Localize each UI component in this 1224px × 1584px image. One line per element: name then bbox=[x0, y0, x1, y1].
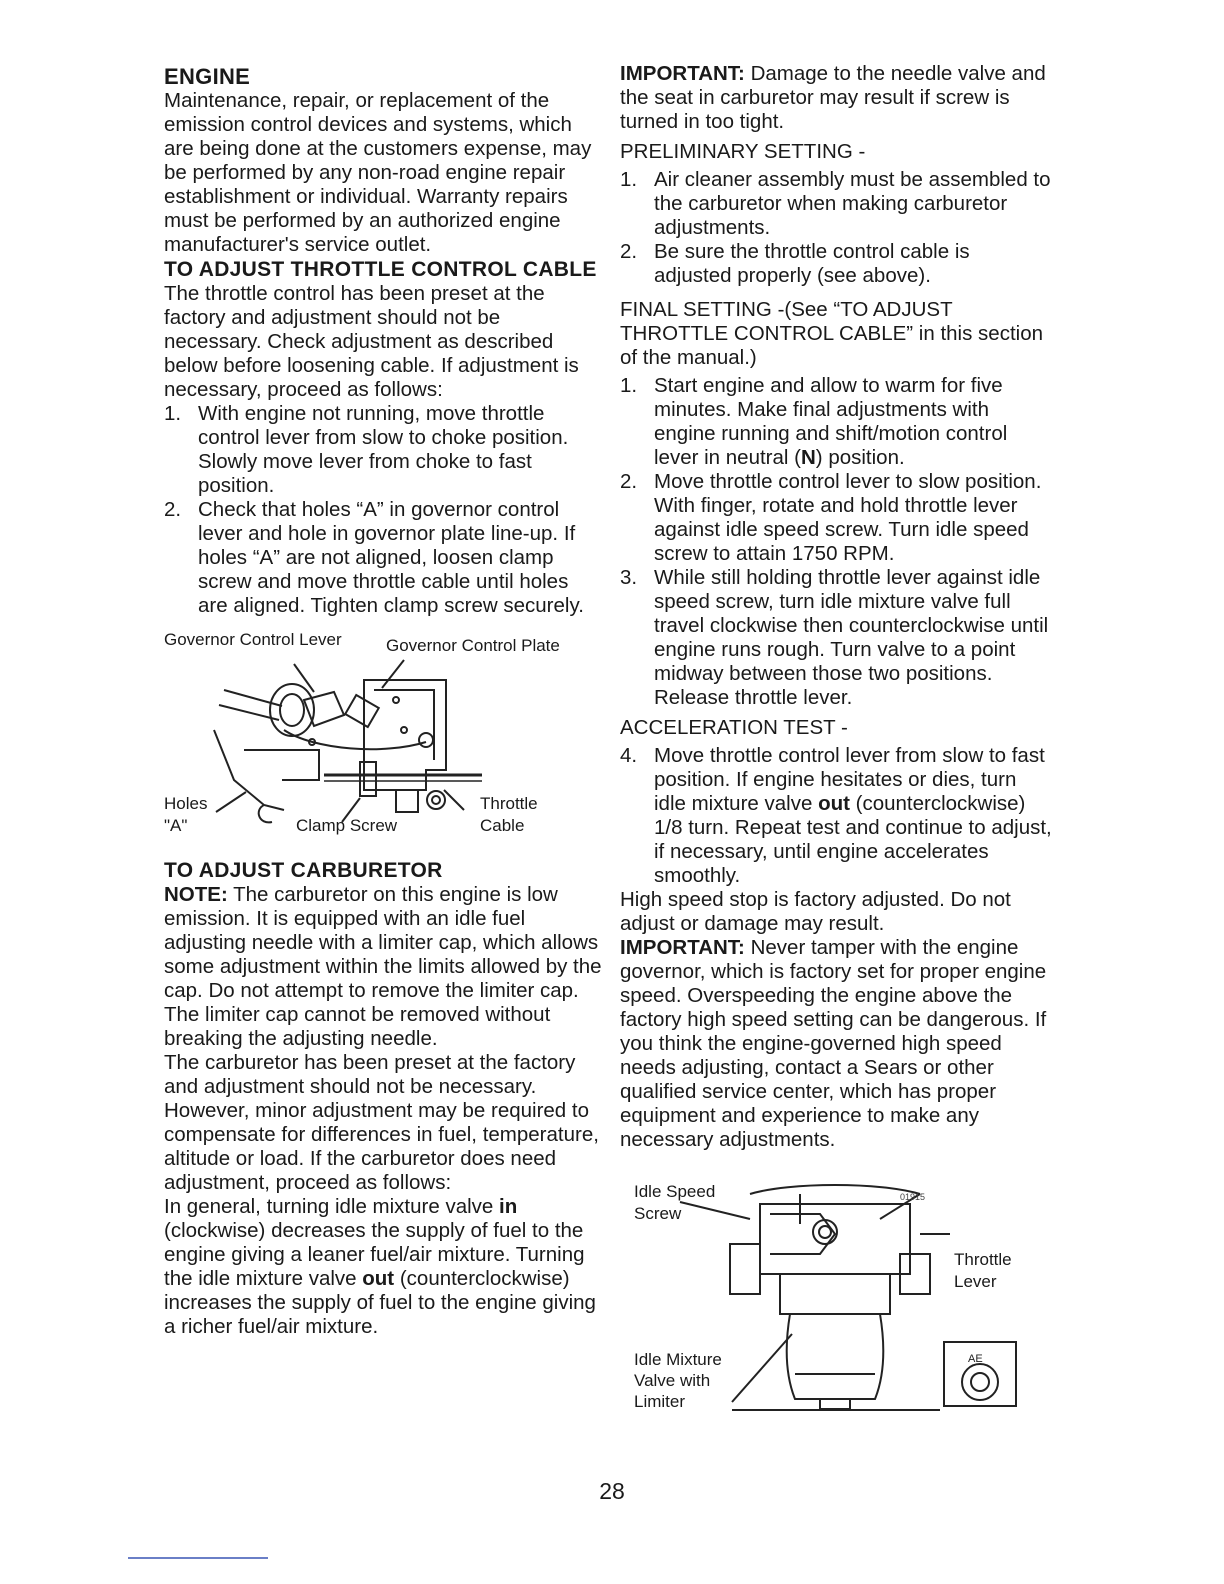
carburetor-heading: TO ADJUST CARBURETOR bbox=[164, 859, 443, 882]
emphasis-n: N bbox=[800, 446, 816, 469]
step-number: 1. bbox=[620, 168, 638, 191]
text-run: (clockwise) decreases the supply of fuel to the engine giving a leaner fuel/air mixture. Turning the idle mixture valve bbox=[164, 1219, 585, 1290]
step-number: 2. bbox=[164, 498, 182, 521]
carburetor-figure bbox=[620, 1174, 1052, 1426]
list-item bbox=[164, 498, 602, 618]
label-screw: Screw bbox=[634, 1204, 682, 1223]
page-number: 28 bbox=[599, 1478, 625, 1504]
right-column bbox=[620, 62, 1052, 1426]
important-label: IMPORTANT: bbox=[620, 936, 745, 959]
text-run: (counterclockwise) increases the supply of fuel to the engine giving a richer fuel/air mixture. bbox=[164, 1267, 596, 1338]
important-paragraph-2 bbox=[620, 936, 1052, 1152]
throttle-paragraph: The throttle control has been preset at the factory and adjustment should not be necessary. Check adjustment as described below before loosening cable. If adjustment is necessary, proceed as follows: bbox=[164, 282, 579, 401]
emphasis-in: in bbox=[499, 1195, 518, 1218]
step-text: Start engine and allow to warm for five minutes. Make final adjustments with engine running and shift/motion control lever in neutral ( bbox=[654, 374, 1008, 469]
throttle-steps bbox=[164, 402, 602, 618]
step-text: With engine not running, move throttle control lever from slow to choke position. Slowly move lever from choke to fast position. bbox=[198, 402, 569, 497]
label-a: "A" bbox=[164, 816, 188, 835]
governor-figure bbox=[164, 630, 602, 852]
important-label: IMPORTANT: bbox=[620, 62, 745, 85]
label-clamp-screw: Clamp Screw bbox=[296, 816, 398, 835]
label-limiter: Limiter bbox=[634, 1392, 686, 1411]
list-item bbox=[620, 240, 1052, 288]
important-text: Never tamper with the engine governor, which is factory set for proper engine speed. Overspeeding the engine above the factory high speed setting can be dangerous. If you think the engine-governed high speed needs adjusting, contact a Sears or other qualified service center, which has proper equipment and experience to make any necessary adjustments. bbox=[620, 936, 1047, 1151]
final-steps bbox=[620, 374, 1052, 710]
engine-paragraph: Maintenance, repair, or replacement of the emission control devices and systems, which are being done at the customers expense, may be performed by any non-road engine repair establishment or individual. Warranty repairs must be performed by an authorized engine manufacturer's service outlet. bbox=[164, 89, 592, 256]
emphasis-out: out bbox=[362, 1267, 395, 1290]
label-throttle: Throttle bbox=[480, 794, 538, 813]
label-governor-plate: Governor Control Plate bbox=[386, 636, 560, 655]
label-valve-with: Valve with bbox=[634, 1371, 711, 1390]
figure-code: 01915 bbox=[900, 1192, 926, 1202]
note-paragraph bbox=[164, 883, 602, 1051]
list-item bbox=[620, 168, 1052, 240]
emphasis-out: out bbox=[818, 792, 850, 815]
step-text: ) position. bbox=[815, 446, 905, 469]
list-item bbox=[620, 744, 1052, 888]
step-text: (counterclockwise) 1/8 turn. Repeat test and continue to adjust, if necessary, until engine accelerates smoothly. bbox=[654, 792, 1052, 887]
label-lever: Lever bbox=[954, 1272, 997, 1291]
step-number: 1. bbox=[164, 402, 182, 425]
step-number: 3. bbox=[620, 566, 638, 589]
step-text: Move throttle control lever to slow position. With finger, rotate and hold throttle lever against idle speed screw. Turn idle speed screw to attain 1750 RPM. bbox=[654, 470, 1042, 565]
left-column bbox=[164, 62, 602, 1339]
throttle-heading: TO ADJUST THROTTLE CONTROL CABLE bbox=[164, 258, 597, 281]
label-holes: Holes bbox=[164, 794, 208, 813]
label-idle-mixture: Idle Mixture bbox=[634, 1350, 722, 1369]
label-throttle: Throttle bbox=[954, 1250, 1012, 1269]
acceleration-heading: ACCELERATION TEST - bbox=[620, 716, 848, 739]
final-setting-heading: FINAL SETTING -(See “TO ADJUST THROTTLE CONTROL CABLE” in this section of the manual.) bbox=[620, 298, 1044, 369]
footer-divider bbox=[128, 1557, 268, 1559]
step-text: Be sure the throttle control cable is adjusted properly (see above). bbox=[654, 240, 970, 287]
carburetor-paragraph-2: The carburetor has been preset at the factory and adjustment should not be necessary. However, minor adjustment may be required to compensate for differences in fuel, temperature, altitude or load. If the carburetor does need adjustment, proceed as follows: bbox=[164, 1051, 599, 1194]
step-text: Air cleaner assembly must be assembled to the carburetor when making carburetor adjustments. bbox=[654, 168, 1051, 239]
label-cable: Cable bbox=[480, 816, 525, 835]
preliminary-heading: PRELIMINARY SETTING - bbox=[620, 140, 866, 163]
acceleration-steps bbox=[620, 744, 1052, 888]
step-text: Move throttle control lever from slow to fast position. If engine hesitates or dies, turn idle mixture valve bbox=[654, 744, 1045, 815]
list-item bbox=[620, 374, 1052, 470]
list-item bbox=[164, 402, 602, 498]
engine-heading: ENGINE bbox=[164, 64, 251, 89]
list-item bbox=[620, 566, 1052, 710]
step-number: 2. bbox=[620, 240, 638, 263]
step-text: Check that holes “A” in governor control lever and hole in governor plate line-up. If holes “A” are not aligned, loosen clamp screw and move throttle cable until holes are aligned. Tighten clamp screw securely. bbox=[198, 498, 584, 617]
text-run: In general, turning idle mixture valve bbox=[164, 1195, 500, 1218]
step-text: While still holding throttle lever against idle speed screw, turn idle mixture valve full travel clockwise then counterclockwise until engine runs rough. Turn valve to a point midway between those two positions. Release throttle lever. bbox=[654, 566, 1049, 709]
preliminary-steps bbox=[620, 168, 1052, 288]
important-paragraph-1 bbox=[620, 62, 1052, 134]
carburetor-paragraph-3 bbox=[164, 1195, 602, 1339]
step-number: 1. bbox=[620, 374, 638, 397]
inset-badge: AE bbox=[968, 1353, 983, 1365]
note-label: NOTE: bbox=[164, 883, 228, 906]
label-idle-speed: Idle Speed bbox=[634, 1182, 716, 1201]
important-text: Damage to the needle valve and the seat in carburetor may result if screw is turned in too tight. bbox=[620, 62, 1046, 133]
step-number: 2. bbox=[620, 470, 638, 493]
list-item bbox=[620, 470, 1052, 566]
step-number: 4. bbox=[620, 744, 638, 767]
label-governor-lever: Governor Control Lever bbox=[164, 630, 342, 649]
high-speed-paragraph: High speed stop is factory adjusted. Do not adjust or damage may result. bbox=[620, 888, 1011, 935]
note-text: The carburetor on this engine is low emission. It is equipped with an idle fuel adjusting needle with a limiter cap, which allows some adjustment within the limits allowed by the cap. Do not attempt to remove the limiter cap. The limiter cap cannot be removed without breaking the adjusting needle. bbox=[164, 883, 602, 1050]
